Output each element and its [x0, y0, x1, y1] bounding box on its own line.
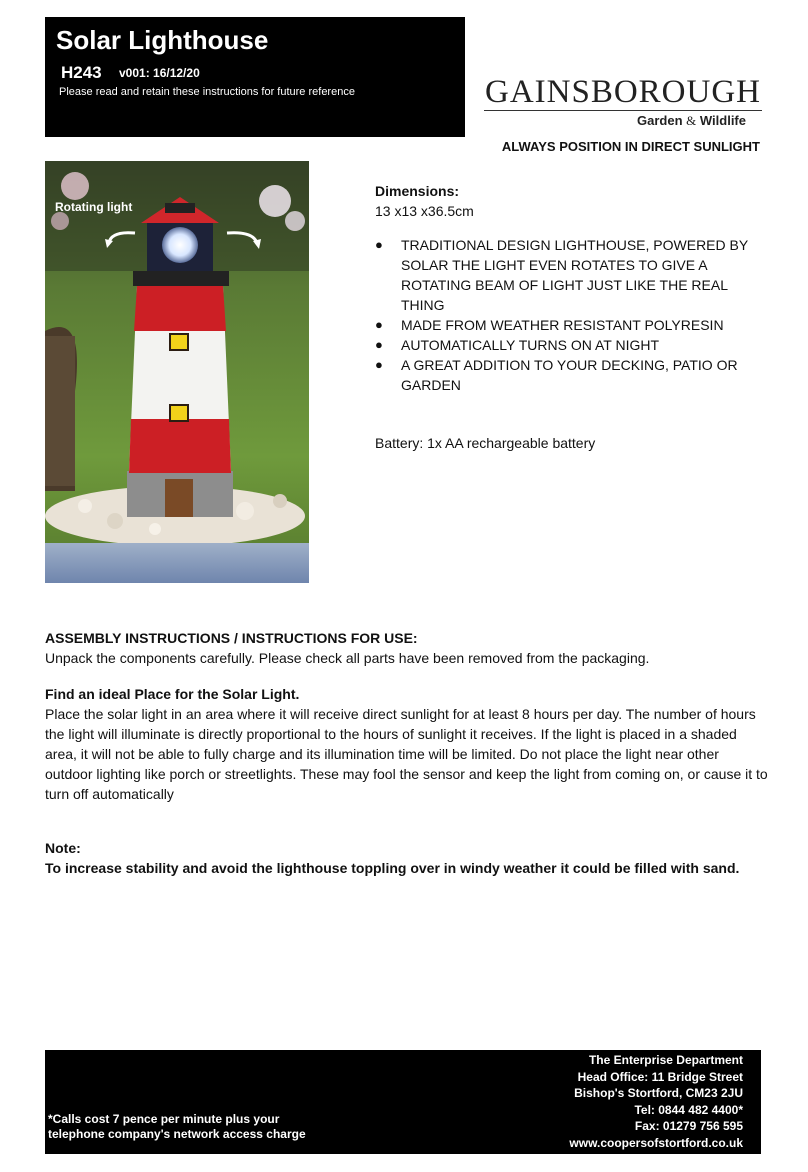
- phone-line: Tel: 0844 482 4400*: [634, 1102, 743, 1117]
- battery-info: Battery: 1x AA rechargeable battery: [375, 435, 596, 451]
- brand-rule: [484, 110, 762, 111]
- address-line: Bishop's Stortford, CM23 2JU: [574, 1086, 743, 1100]
- product-photo: [45, 161, 309, 583]
- feature-list: [375, 235, 765, 395]
- note-text: To increase stability and avoid the lighthouse toppling over in windy weather it could be filled with sand.: [45, 860, 740, 876]
- specifications: [375, 181, 765, 453]
- brand-logo: [482, 74, 764, 129]
- product-code: H243: [61, 63, 102, 82]
- brand-sub-left: Garden: [637, 113, 683, 128]
- dimensions-value: 13 x13 x36.5cm: [375, 203, 474, 219]
- brand-sub-amp: &: [686, 113, 697, 128]
- retain-note: Please read and retain these instructions for future reference: [59, 86, 355, 98]
- website-line: www.coopersofstortford.co.uk: [569, 1135, 743, 1150]
- feature-item: ● MADE FROM WEATHER RESISTANT POLYRESIN: [375, 317, 724, 333]
- dimensions-heading: Dimensions:: [375, 183, 460, 199]
- photo-caption: Rotating light: [55, 200, 133, 214]
- call-charges-line: telephone company's network access charge: [48, 1127, 306, 1141]
- bullet-icon: ●: [375, 317, 383, 332]
- feature-item: ● A GREAT ADDITION TO YOUR DECKING, PATIO OR GARDEN: [375, 357, 738, 393]
- assembly-heading: ASSEMBLY INSTRUCTIONS / INSTRUCTIONS FOR USE:: [45, 630, 418, 646]
- bullet-icon: ●: [375, 337, 383, 352]
- document-title: Solar Lighthouse: [56, 25, 269, 55]
- placement-heading: Find an ideal Place for the Solar Light.: [45, 686, 300, 702]
- placement-text: Place the solar light in an area where it will receive direct sunlight for at least 8 hours per day. The number of hours the light will illuminate is directly proportional to the hours of sunlight it receives. If the light is placed in a shaded area, it will not be able to fully charge and its illumination time will be limited. Do not place the light near other outdoor lighting like porch or streetlights. These may fool the sensor and keep the light from coming on, or cause it to turn off automatically: [45, 706, 768, 802]
- brand-name: GAINSBOROUGH: [484, 74, 762, 110]
- brand-sub-right: Wildlife: [699, 113, 746, 128]
- note-heading: Note:: [45, 840, 81, 856]
- fax-line: Fax: 01279 756 595: [634, 1119, 743, 1133]
- bullet-icon: ●: [375, 357, 383, 372]
- footer: [45, 1050, 761, 1154]
- call-charges-note: [48, 1112, 306, 1142]
- brand-subtitle: [482, 113, 764, 129]
- call-charges-line: *Calls cost 7 pence per minute plus your: [48, 1112, 280, 1126]
- assembly-text: Unpack the components carefully. Please check all parts have been removed from the packaging.: [45, 650, 650, 666]
- version-label: v001: 16/12/20: [119, 66, 200, 80]
- company-address: [569, 1052, 743, 1151]
- sunlight-note: ALWAYS POSITION IN DIRECT SUNLIGHT: [501, 139, 760, 154]
- address-line: Head Office: 11 Bridge Street: [577, 1069, 743, 1084]
- instructions: [45, 628, 769, 878]
- feature-item: ● AUTOMATICALLY TURNS ON AT NIGHT: [375, 337, 660, 353]
- bullet-icon: ●: [375, 237, 383, 252]
- feature-item: ● TRADITIONAL DESIGN LIGHTHOUSE, POWERED BY SOLAR THE LIGHT EVEN ROTATES TO GIVE A ROTATING BEAM OF LIGHT JUST LIKE THE REAL THING: [375, 237, 748, 313]
- address-line: The Enterprise Department: [588, 1053, 743, 1067]
- title-block: [45, 17, 465, 137]
- lighthouse-image: [45, 161, 309, 583]
